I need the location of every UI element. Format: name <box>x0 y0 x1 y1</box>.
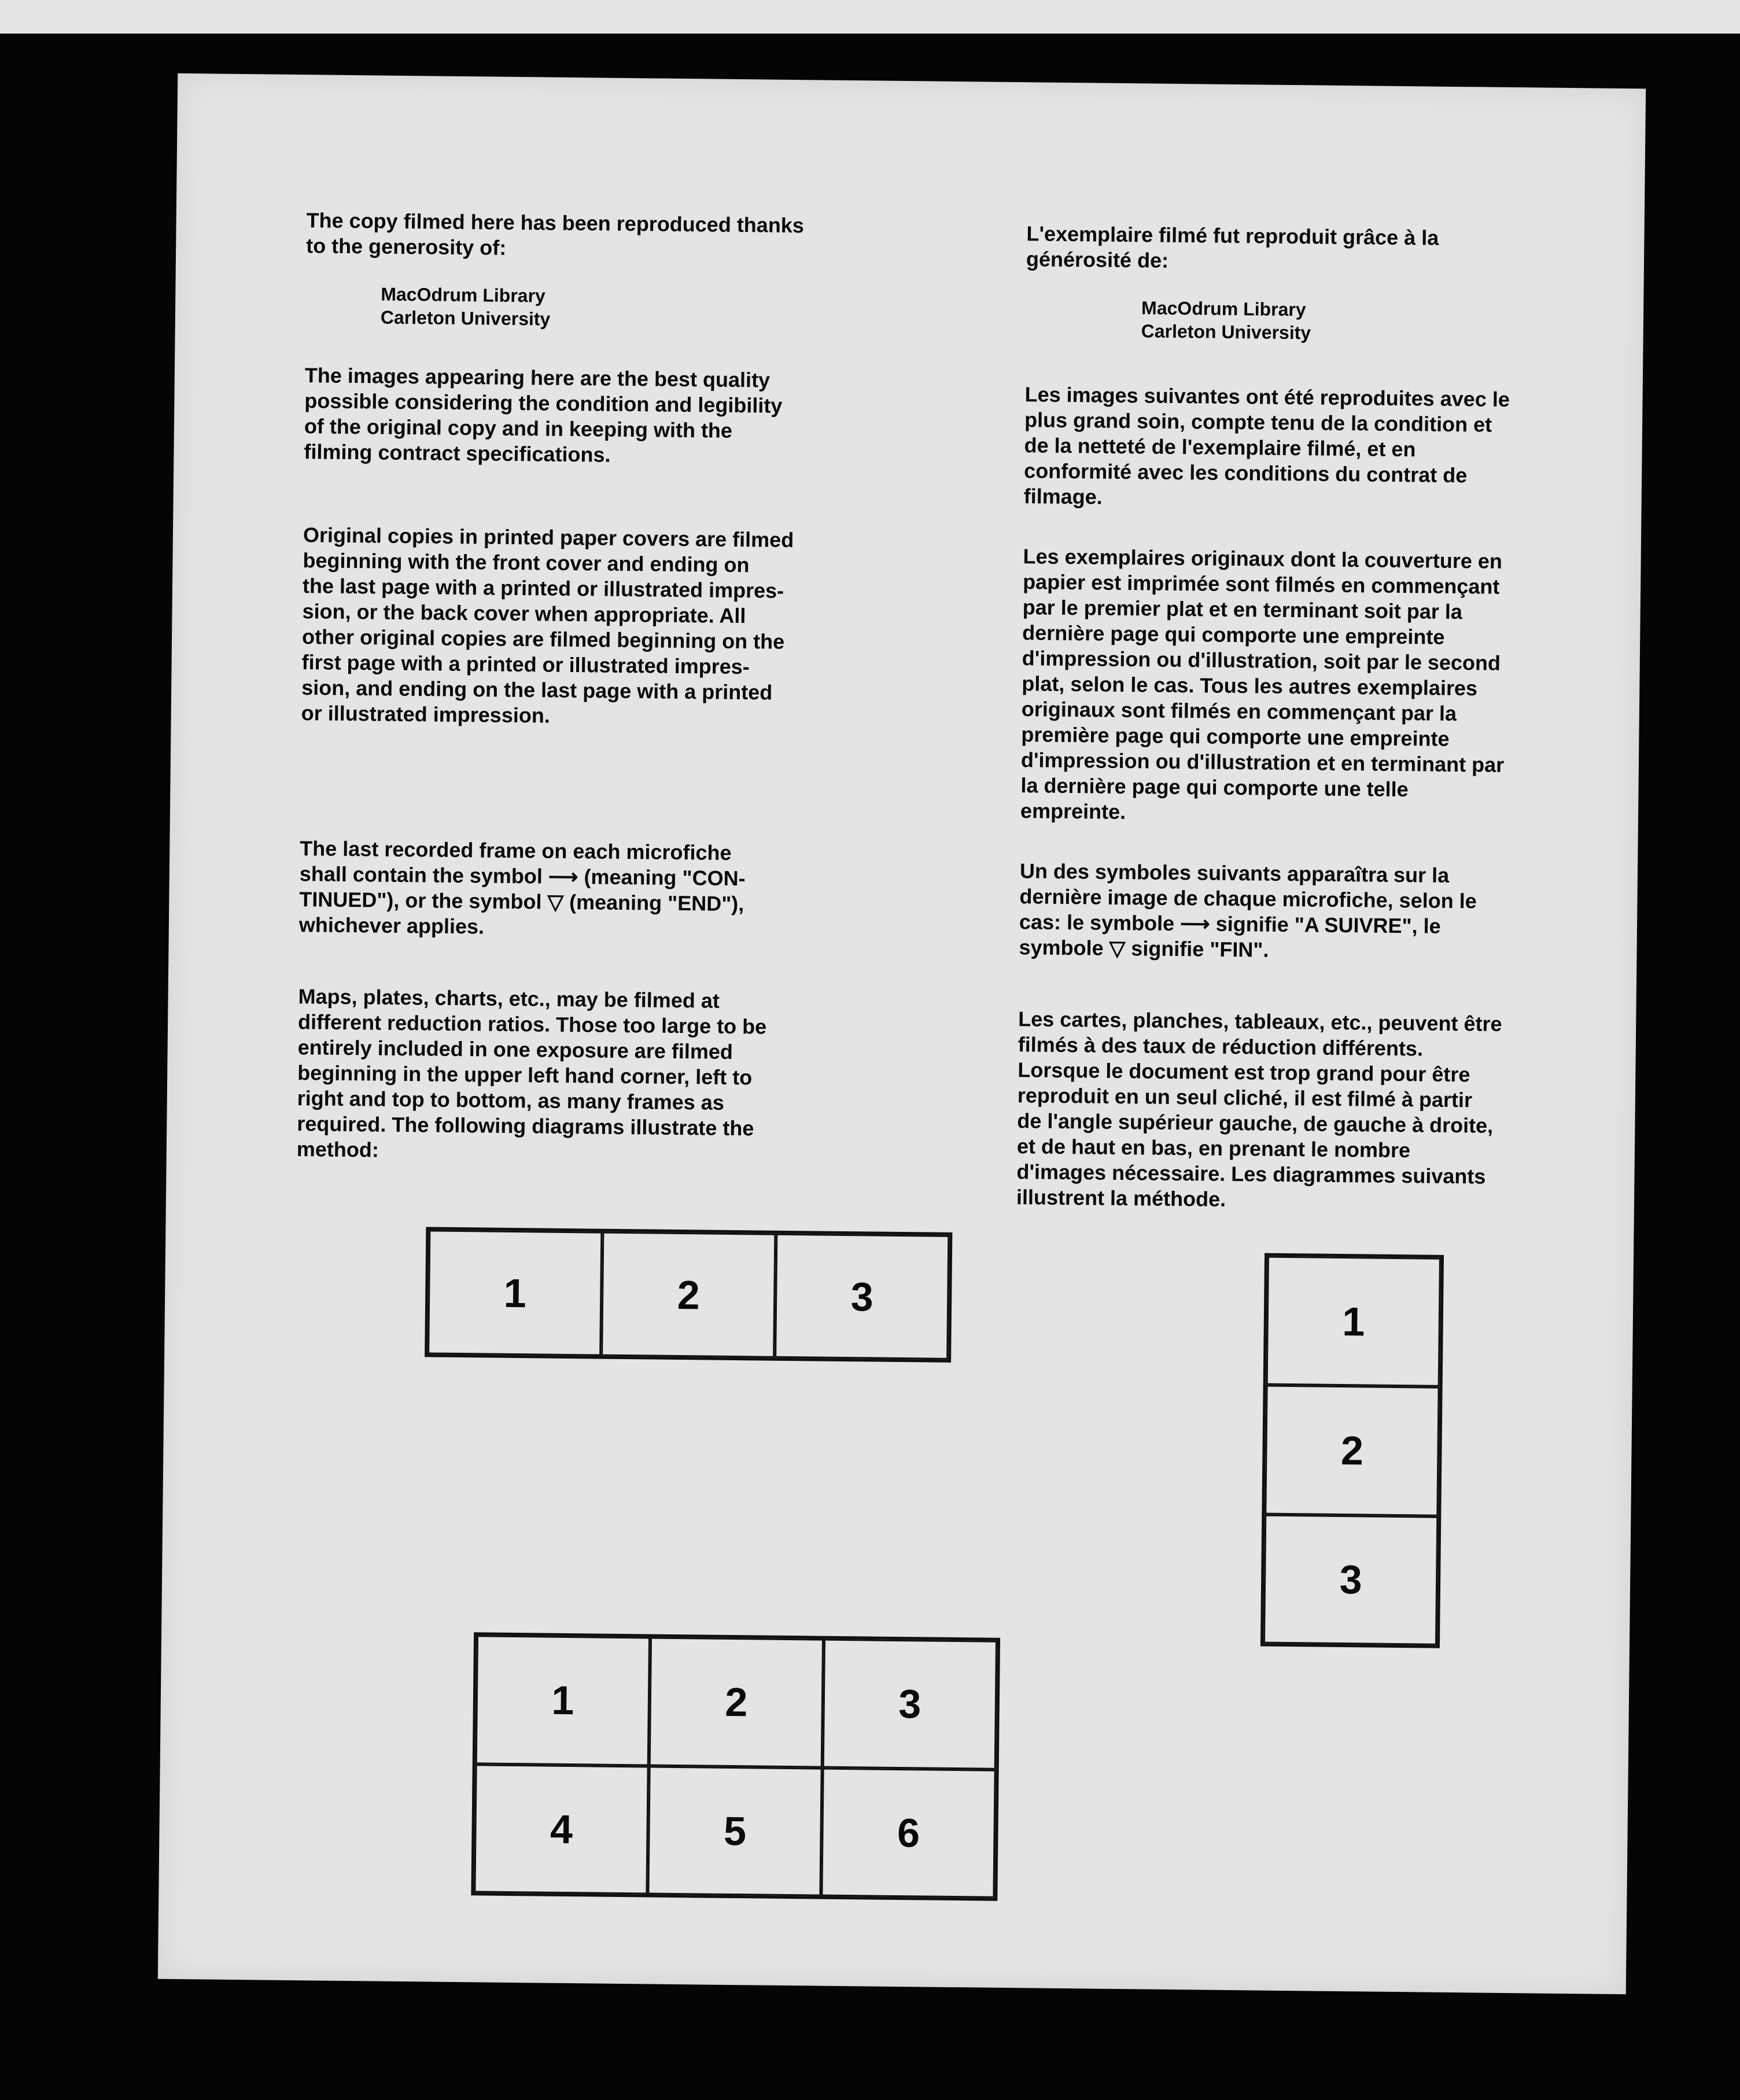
fr-filming-order: Les exemplaires originaux dont la couverture en papier est imprimée sont filmés en commençant par le premier plat et en terminant soit par la dernière page qui comporte une empreinte d'impression ou d'illustration, soit par le second plat, selon le cas. Tous les autres exemplaires originaux sont filmés en commençant par la première page qui comporte une empreinte d'impression ou d'illustration et en terminant par la dernière page qui comporte une telle empreinte. <box>1020 544 1505 824</box>
en-quality-note: The images appearing here are the best quality possible considering the condition and legibility of the original copy and in keeping with the filming contract specifications. <box>304 363 783 467</box>
en-reduction-note: Maps, plates, charts, etc., may be filmed at different reduction ratios. Those too large to be entirely included in one exposure are filmed beginning in the upper left hand corner, left to right and top to bottom, as many frames as required. The following diagrams illustrate the method: <box>296 984 767 1162</box>
frame-cell: 5 <box>647 1766 822 1896</box>
en-acknowledgement: The copy filmed here has been reproduced thanks to the generosity of: <box>306 208 805 260</box>
diagram-grid-frames <box>471 1632 1000 1901</box>
frame-cell: 6 <box>821 1767 996 1898</box>
diagram-horizontal-frames <box>425 1227 952 1363</box>
top-border-strip <box>0 0 1740 34</box>
fr-quality-note: Les images suivantes ont été reproduites avec le plus grand soin, compte tenu de la condition et de la netteté de l'exemplaire filmé, et en conformité avec les conditions du contrat de filmage. <box>1023 382 1510 509</box>
fr-symbols-note: Un des symboles suivants apparaîtra sur la dernière image de chaque microfiche, selon le cas: le symbole ⟶ signifie "A SUIVRE", le symbole ▽ signifie "FIN". <box>1019 859 1477 962</box>
frame-cell: 1 <box>475 1635 650 1766</box>
en-filming-order: Original copies in printed paper covers are filmed beginning with the front cover and ending on the last page with a printed or illustrated impres- sion, or the back cover when appropriate. All other original copies are filmed beginning on the first page with a printed or illustrated impres- sion, and ending on the last page with a printed or illustrated impression. <box>301 523 794 728</box>
frame-cell: 2 <box>601 1232 776 1358</box>
frame-cell: 3 <box>775 1234 949 1360</box>
fr-acknowledgement: L'exemplaire filmé fut reproduit grâce à la générosité de: <box>1026 222 1439 272</box>
frame-cell: 2 <box>649 1637 824 1768</box>
frame-cell: 1 <box>1266 1256 1441 1387</box>
frame-cell: 3 <box>823 1639 997 1770</box>
frame-cell: 3 <box>1263 1514 1438 1645</box>
document-page <box>158 73 1646 1994</box>
french-column <box>1016 221 1605 1216</box>
fr-reduction-note: Les cartes, planches, tableaux, etc., peuvent être filmés à des taux de réduction différents. Lorsque le document est trop grand pour être reproduit en un seul cliché, il est filmé à partir de l'angle supérieur gauche, de gauche à droite, et de haut en bas, en prenant le nombre d'images nécessaire. Les diagrammes suivants illustrent la méthode. <box>1016 1007 1502 1211</box>
en-symbols-note: The last recorded frame on each microfiche shall contain the symbol ⟶ (meaning "CON- TINUED"), or the symbol ▽ (meaning "END"), whichever applies. <box>298 836 746 939</box>
diagram-vertical-frames <box>1260 1253 1444 1648</box>
en-library-name: MacOdrum Library Carleton University <box>380 283 551 330</box>
frame-cell: 2 <box>1265 1385 1439 1516</box>
english-column <box>297 208 897 1168</box>
fr-library-name: MacOdrum Library Carleton University <box>1141 297 1311 344</box>
frame-cell: 1 <box>427 1230 602 1356</box>
frame-cell: 4 <box>474 1764 648 1895</box>
